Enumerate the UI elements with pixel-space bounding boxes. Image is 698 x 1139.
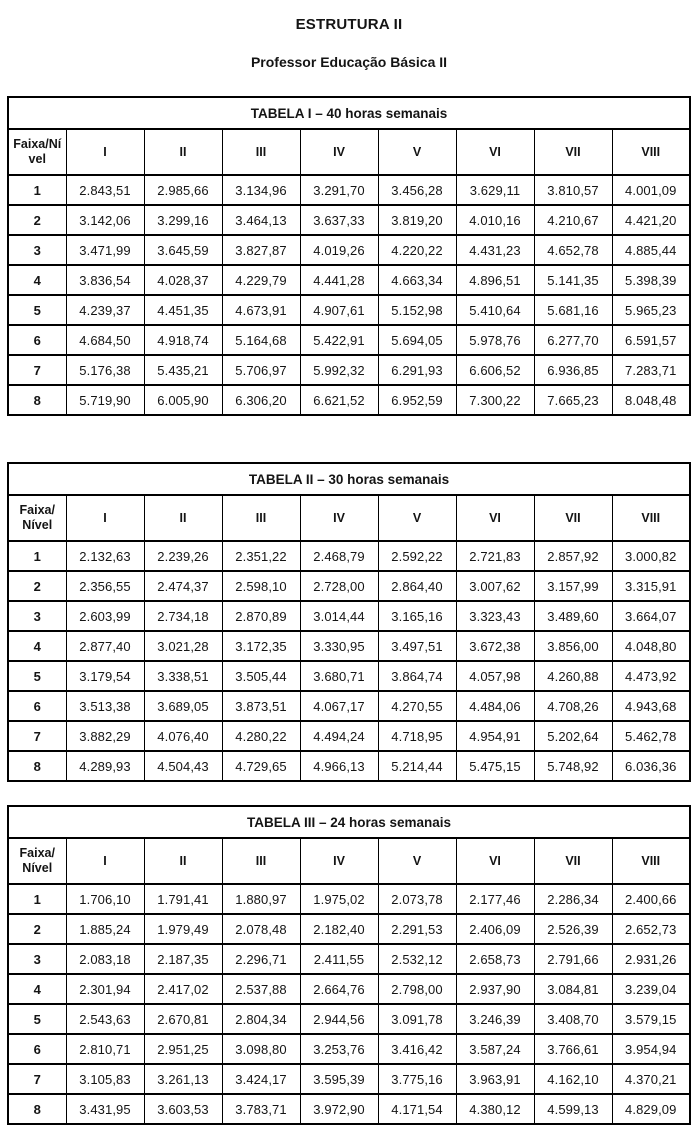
salary-value: 5.214,44 [378, 751, 456, 781]
table-row [8, 1094, 690, 1124]
salary-value: 2.132,63 [66, 541, 144, 571]
salary-value: 3.330,95 [300, 631, 378, 661]
table-title: TABELA II – 30 horas semanais [8, 463, 690, 495]
salary-value: 5.435,21 [144, 355, 222, 385]
salary-value: 4.431,23 [456, 235, 534, 265]
faixa-label: 5 [8, 1004, 66, 1034]
faixa-label: 3 [8, 601, 66, 631]
faixa-nivel-header [8, 495, 66, 541]
salary-value: 3.246,39 [456, 1004, 534, 1034]
faixa-label: 4 [8, 265, 66, 295]
salary-value: 2.356,55 [66, 571, 144, 601]
faixa-nivel-line: Nível [22, 518, 53, 532]
salary-value: 2.937,90 [456, 974, 534, 1004]
salary-value: 3.315,91 [612, 571, 690, 601]
salary-value: 3.766,61 [534, 1034, 612, 1064]
faixa-label: 4 [8, 631, 66, 661]
salary-value: 2.870,89 [222, 601, 300, 631]
salary-value: 3.882,29 [66, 721, 144, 751]
salary-value: 1.975,02 [300, 884, 378, 914]
salary-value: 4.829,09 [612, 1094, 690, 1124]
salary-value: 3.954,94 [612, 1034, 690, 1064]
salary-value: 5.748,92 [534, 751, 612, 781]
salary-value: 1.979,49 [144, 914, 222, 944]
column-header-II: II [144, 495, 222, 541]
tabela-I [7, 96, 691, 416]
salary-value: 3.672,38 [456, 631, 534, 661]
salary-value: 4.718,95 [378, 721, 456, 751]
column-header-VIII: VIII [612, 838, 690, 884]
salary-value: 5.462,78 [612, 721, 690, 751]
faixa-label: 8 [8, 385, 66, 415]
column-header-VII: VII [534, 129, 612, 175]
salary-value: 4.370,21 [612, 1064, 690, 1094]
salary-value: 3.603,53 [144, 1094, 222, 1124]
table-row [8, 325, 690, 355]
salary-value: 2.857,92 [534, 541, 612, 571]
salary-value: 3.239,04 [612, 974, 690, 1004]
salary-value: 3.299,16 [144, 205, 222, 235]
faixa-label: 8 [8, 1094, 66, 1124]
salary-value: 2.810,71 [66, 1034, 144, 1064]
faixa-label: 1 [8, 541, 66, 571]
table-row [8, 235, 690, 265]
table-row [8, 944, 690, 974]
salary-value: 3.645,59 [144, 235, 222, 265]
salary-value: 3.142,06 [66, 205, 144, 235]
salary-value: 2.951,25 [144, 1034, 222, 1064]
salary-value: 2.734,18 [144, 601, 222, 631]
salary-value: 4.918,74 [144, 325, 222, 355]
salary-value: 3.810,57 [534, 175, 612, 205]
salary-value: 3.000,82 [612, 541, 690, 571]
table-title: TABELA III – 24 horas semanais [8, 806, 690, 838]
salary-value: 3.513,38 [66, 691, 144, 721]
faixa-label: 7 [8, 355, 66, 385]
table-row [8, 571, 690, 601]
salary-value: 5.202,64 [534, 721, 612, 751]
column-header-I: I [66, 129, 144, 175]
salary-value: 4.652,78 [534, 235, 612, 265]
salary-value: 2.543,63 [66, 1004, 144, 1034]
faixa-label: 2 [8, 571, 66, 601]
salary-value: 4.260,88 [534, 661, 612, 691]
salary-value: 4.885,44 [612, 235, 690, 265]
salary-value: 3.595,39 [300, 1064, 378, 1094]
salary-value: 3.456,28 [378, 175, 456, 205]
salary-value: 6.606,52 [456, 355, 534, 385]
column-header-III: III [222, 495, 300, 541]
table-row [8, 355, 690, 385]
table-row [8, 295, 690, 325]
salary-value: 5.992,32 [300, 355, 378, 385]
salary-value: 3.471,99 [66, 235, 144, 265]
salary-value: 2.931,26 [612, 944, 690, 974]
column-header-IV: IV [300, 129, 378, 175]
salary-value: 3.664,07 [612, 601, 690, 631]
faixa-nivel-header [8, 129, 66, 175]
salary-value: 5.965,23 [612, 295, 690, 325]
salary-value: 6.591,57 [612, 325, 690, 355]
salary-value: 3.819,20 [378, 205, 456, 235]
salary-value: 3.134,96 [222, 175, 300, 205]
salary-value: 2.351,22 [222, 541, 300, 571]
salary-value: 2.400,66 [612, 884, 690, 914]
salary-value: 7.665,23 [534, 385, 612, 415]
table-row [8, 1004, 690, 1034]
faixa-label: 2 [8, 914, 66, 944]
faixa-label: 7 [8, 721, 66, 751]
salary-value: 5.706,97 [222, 355, 300, 385]
column-header-I: I [66, 838, 144, 884]
salary-value: 3.680,71 [300, 661, 378, 691]
salary-value: 3.157,99 [534, 571, 612, 601]
salary-value: 3.783,71 [222, 1094, 300, 1124]
faixa-nivel-line: Faixa/Ní [13, 137, 62, 151]
faixa-label: 1 [8, 175, 66, 205]
faixa-label: 7 [8, 1064, 66, 1094]
faixa-label: 3 [8, 235, 66, 265]
salary-value: 2.791,66 [534, 944, 612, 974]
salary-value: 6.952,59 [378, 385, 456, 415]
faixa-nivel-line: Nível [22, 861, 53, 875]
salary-value: 4.451,35 [144, 295, 222, 325]
salary-value: 4.028,37 [144, 265, 222, 295]
salary-value: 4.239,37 [66, 295, 144, 325]
salary-value: 4.289,93 [66, 751, 144, 781]
salary-value: 4.229,79 [222, 265, 300, 295]
salary-value: 3.629,11 [456, 175, 534, 205]
salary-value: 4.019,26 [300, 235, 378, 265]
column-header-IV: IV [300, 495, 378, 541]
table-title-row [8, 463, 690, 495]
tables-section [7, 96, 691, 1125]
salary-value: 3.505,44 [222, 661, 300, 691]
salary-value: 2.291,53 [378, 914, 456, 944]
salary-value: 3.261,13 [144, 1064, 222, 1094]
salary-value: 1.885,24 [66, 914, 144, 944]
salary-value: 2.083,18 [66, 944, 144, 974]
salary-value: 4.010,16 [456, 205, 534, 235]
salary-value: 2.843,51 [66, 175, 144, 205]
salary-value: 2.652,73 [612, 914, 690, 944]
salary-value: 2.804,34 [222, 1004, 300, 1034]
salary-value: 3.856,00 [534, 631, 612, 661]
table-row [8, 631, 690, 661]
salary-value: 4.171,54 [378, 1094, 456, 1124]
salary-value: 6.005,90 [144, 385, 222, 415]
table-title-row [8, 97, 690, 129]
salary-value: 4.599,13 [534, 1094, 612, 1124]
salary-value: 3.408,70 [534, 1004, 612, 1034]
salary-value: 3.084,81 [534, 974, 612, 1004]
salary-value: 2.296,71 [222, 944, 300, 974]
column-header-I: I [66, 495, 144, 541]
salary-value: 4.473,92 [612, 661, 690, 691]
salary-value: 3.972,90 [300, 1094, 378, 1124]
salary-value: 4.943,68 [612, 691, 690, 721]
salary-value: 2.728,00 [300, 571, 378, 601]
faixa-label: 6 [8, 325, 66, 355]
salary-value: 4.673,91 [222, 295, 300, 325]
salary-value: 4.504,43 [144, 751, 222, 781]
salary-value: 3.021,28 [144, 631, 222, 661]
salary-value: 2.532,12 [378, 944, 456, 974]
column-header-III: III [222, 838, 300, 884]
table-row [8, 691, 690, 721]
table-row [8, 974, 690, 1004]
salary-value: 2.417,02 [144, 974, 222, 1004]
tabela-III [7, 805, 691, 1125]
salary-value: 2.537,88 [222, 974, 300, 1004]
salary-value: 4.380,12 [456, 1094, 534, 1124]
salary-value: 3.091,78 [378, 1004, 456, 1034]
column-header-VI: VI [456, 129, 534, 175]
faixa-nivel-line: Faixa/ [19, 503, 55, 517]
salary-value: 5.152,98 [378, 295, 456, 325]
salary-value: 4.076,40 [144, 721, 222, 751]
column-header-V: V [378, 129, 456, 175]
table-row [8, 914, 690, 944]
column-header-row [8, 129, 690, 175]
salary-value: 4.210,67 [534, 205, 612, 235]
salary-value: 5.978,76 [456, 325, 534, 355]
salary-value: 3.179,54 [66, 661, 144, 691]
salary-value: 2.798,00 [378, 974, 456, 1004]
salary-value: 6.277,70 [534, 325, 612, 355]
salary-value: 3.105,83 [66, 1064, 144, 1094]
faixa-nivel-line: Faixa/ [19, 846, 55, 860]
salary-value: 3.579,15 [612, 1004, 690, 1034]
salary-value: 6.306,20 [222, 385, 300, 415]
table-title: TABELA I – 40 horas semanais [8, 97, 690, 129]
column-header-II: II [144, 838, 222, 884]
table-row [8, 751, 690, 781]
salary-value: 2.073,78 [378, 884, 456, 914]
salary-value: 3.424,17 [222, 1064, 300, 1094]
salary-value: 3.007,62 [456, 571, 534, 601]
salary-value: 4.954,91 [456, 721, 534, 751]
column-header-V: V [378, 495, 456, 541]
salary-value: 3.464,13 [222, 205, 300, 235]
salary-value: 2.468,79 [300, 541, 378, 571]
salary-value: 4.708,26 [534, 691, 612, 721]
salary-value: 6.291,93 [378, 355, 456, 385]
table-row [8, 884, 690, 914]
faixa-label: 8 [8, 751, 66, 781]
salary-value: 3.689,05 [144, 691, 222, 721]
table-title-row [8, 806, 690, 838]
tabela-II [7, 462, 691, 782]
faixa-label: 6 [8, 1034, 66, 1064]
salary-value: 5.475,15 [456, 751, 534, 781]
salary-value: 4.896,51 [456, 265, 534, 295]
salary-value: 4.057,98 [456, 661, 534, 691]
table-row [8, 175, 690, 205]
column-header-VII: VII [534, 495, 612, 541]
salary-value: 4.421,20 [612, 205, 690, 235]
salary-value: 4.441,28 [300, 265, 378, 295]
faixa-label: 3 [8, 944, 66, 974]
salary-value: 4.162,10 [534, 1064, 612, 1094]
faixa-nivel-line: vel [28, 152, 46, 166]
salary-value: 5.164,68 [222, 325, 300, 355]
salary-value: 4.663,34 [378, 265, 456, 295]
salary-value: 4.270,55 [378, 691, 456, 721]
salary-value: 1.880,97 [222, 884, 300, 914]
table-row [8, 601, 690, 631]
salary-value: 2.985,66 [144, 175, 222, 205]
salary-value: 2.411,55 [300, 944, 378, 974]
column-header-IV: IV [300, 838, 378, 884]
salary-value: 5.398,39 [612, 265, 690, 295]
column-header-row [8, 838, 690, 884]
salary-value: 4.067,17 [300, 691, 378, 721]
salary-value: 2.239,26 [144, 541, 222, 571]
column-header-VI: VI [456, 838, 534, 884]
table-row [8, 661, 690, 691]
salary-value: 2.864,40 [378, 571, 456, 601]
column-header-VIII: VIII [612, 495, 690, 541]
salary-value: 3.098,80 [222, 1034, 300, 1064]
salary-value: 5.176,38 [66, 355, 144, 385]
salary-value: 3.775,16 [378, 1064, 456, 1094]
page-title: ESTRUTURA II [295, 16, 403, 33]
salary-value: 4.048,80 [612, 631, 690, 661]
salary-value: 2.187,35 [144, 944, 222, 974]
salary-value: 2.301,94 [66, 974, 144, 1004]
faixa-label: 5 [8, 295, 66, 325]
column-header-VI: VI [456, 495, 534, 541]
salary-value: 3.338,51 [144, 661, 222, 691]
faixa-label: 5 [8, 661, 66, 691]
salary-value: 1.791,41 [144, 884, 222, 914]
salary-value: 3.165,16 [378, 601, 456, 631]
salary-value: 3.963,91 [456, 1064, 534, 1094]
table-row [8, 265, 690, 295]
salary-value: 7.283,71 [612, 355, 690, 385]
table-row [8, 205, 690, 235]
salary-value: 2.658,73 [456, 944, 534, 974]
salary-value: 3.431,95 [66, 1094, 144, 1124]
salary-value: 2.474,37 [144, 571, 222, 601]
faixa-label: 2 [8, 205, 66, 235]
salary-value: 4.484,06 [456, 691, 534, 721]
salary-value: 2.182,40 [300, 914, 378, 944]
salary-value: 2.286,34 [534, 884, 612, 914]
salary-value: 2.944,56 [300, 1004, 378, 1034]
salary-value: 8.048,48 [612, 385, 690, 415]
salary-value: 4.220,22 [378, 235, 456, 265]
faixa-label: 4 [8, 974, 66, 1004]
salary-value: 4.729,65 [222, 751, 300, 781]
salary-value: 2.177,46 [456, 884, 534, 914]
salary-value: 2.526,39 [534, 914, 612, 944]
salary-value: 5.694,05 [378, 325, 456, 355]
table-row [8, 385, 690, 415]
salary-value: 3.291,70 [300, 175, 378, 205]
salary-value: 3.637,33 [300, 205, 378, 235]
salary-value: 4.684,50 [66, 325, 144, 355]
salary-value: 3.489,60 [534, 601, 612, 631]
salary-value: 3.323,43 [456, 601, 534, 631]
salary-value: 5.681,16 [534, 295, 612, 325]
salary-value: 5.410,64 [456, 295, 534, 325]
salary-value: 2.721,83 [456, 541, 534, 571]
salary-value: 2.664,76 [300, 974, 378, 1004]
salary-value: 3.873,51 [222, 691, 300, 721]
salary-value: 5.719,90 [66, 385, 144, 415]
salary-value: 4.280,22 [222, 721, 300, 751]
table-row [8, 721, 690, 751]
salary-value: 3.416,42 [378, 1034, 456, 1064]
salary-value: 4.494,24 [300, 721, 378, 751]
salary-value: 2.592,22 [378, 541, 456, 571]
salary-value: 5.141,35 [534, 265, 612, 295]
salary-value: 4.966,13 [300, 751, 378, 781]
salary-value: 1.706,10 [66, 884, 144, 914]
salary-value: 3.172,35 [222, 631, 300, 661]
salary-value: 3.253,76 [300, 1034, 378, 1064]
salary-value: 2.598,10 [222, 571, 300, 601]
salary-value: 3.014,44 [300, 601, 378, 631]
salary-value: 7.300,22 [456, 385, 534, 415]
salary-value: 2.406,09 [456, 914, 534, 944]
salary-value: 2.078,48 [222, 914, 300, 944]
salary-value: 5.422,91 [300, 325, 378, 355]
table-row [8, 1034, 690, 1064]
faixa-label: 6 [8, 691, 66, 721]
faixa-nivel-header [8, 838, 66, 884]
table-row [8, 1064, 690, 1094]
column-header-III: III [222, 129, 300, 175]
column-header-row [8, 495, 690, 541]
salary-value: 3.864,74 [378, 661, 456, 691]
salary-value: 3.836,54 [66, 265, 144, 295]
salary-value: 6.936,85 [534, 355, 612, 385]
salary-value: 6.036,36 [612, 751, 690, 781]
salary-value: 3.587,24 [456, 1034, 534, 1064]
salary-value: 6.621,52 [300, 385, 378, 415]
salary-value: 3.497,51 [378, 631, 456, 661]
column-header-V: V [378, 838, 456, 884]
column-header-VIII: VIII [612, 129, 690, 175]
faixa-label: 1 [8, 884, 66, 914]
column-header-VII: VII [534, 838, 612, 884]
salary-value: 4.907,61 [300, 295, 378, 325]
salary-value: 4.001,09 [612, 175, 690, 205]
salary-value: 2.603,99 [66, 601, 144, 631]
column-header-II: II [144, 129, 222, 175]
page-subtitle: Professor Educação Básica II [250, 54, 448, 70]
salary-value: 2.877,40 [66, 631, 144, 661]
salary-value: 2.670,81 [144, 1004, 222, 1034]
table-row [8, 541, 690, 571]
salary-value: 3.827,87 [222, 235, 300, 265]
